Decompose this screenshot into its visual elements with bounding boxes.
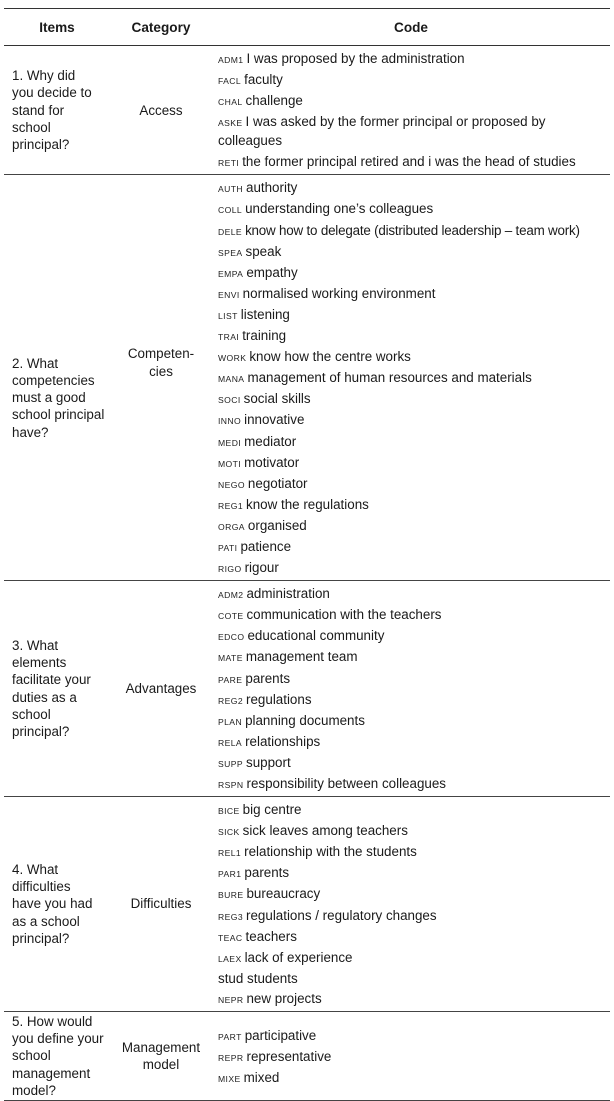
code-description: administration: [246, 586, 330, 602]
code-description: know how the centre works: [249, 349, 411, 365]
coding-table: [4, 8, 610, 1101]
code-entry: [218, 584, 610, 605]
code-entry: [218, 711, 610, 732]
code-list: [212, 1012, 610, 1101]
code-entry: [218, 1026, 610, 1047]
code-entry: [218, 774, 610, 795]
code-description: educational community: [247, 628, 385, 644]
code-abbr: SPEA: [218, 247, 243, 258]
code-abbr: PART: [218, 1032, 242, 1043]
table-row: [4, 46, 610, 175]
code-description: sick leaves among teachers: [242, 823, 408, 839]
code-entry: [218, 199, 610, 220]
code-description: participative: [244, 1028, 317, 1044]
item-question: 1. Why did you decide to stand for school principal?: [4, 46, 110, 175]
code-description: management of human resources and materials: [247, 370, 532, 386]
code-entry: [218, 647, 610, 668]
code-entry: [218, 669, 610, 690]
code-abbr: BICE: [218, 806, 240, 817]
code-abbr: EMPA: [218, 268, 244, 279]
code-entry: [218, 113, 610, 150]
code-entry: [218, 347, 610, 368]
code-description: mixed: [243, 1070, 280, 1086]
code-description: rigour: [244, 560, 279, 576]
code-entry: [218, 989, 610, 1010]
code-description: training: [242, 328, 287, 344]
code-description: management team: [245, 649, 358, 665]
code-entry: [218, 863, 610, 884]
code-description: authority: [246, 180, 298, 196]
category-label: Difficulties: [110, 797, 212, 1012]
table-row: [4, 581, 610, 797]
code-description: stud students: [218, 970, 298, 986]
code-abbr: ENVI: [218, 289, 240, 300]
code-entry: [218, 495, 610, 516]
code-entry: [218, 453, 610, 474]
code-list: [212, 581, 610, 797]
category-label: Competen- cies: [110, 175, 212, 581]
header-code: Code: [212, 9, 610, 46]
code-abbr: PARE: [218, 674, 243, 685]
code-description: representative: [246, 1049, 332, 1065]
code-entry: [218, 70, 610, 91]
category-label: Access: [110, 46, 212, 175]
code-abbr: ADM1: [218, 55, 244, 65]
header-category: Category: [110, 9, 212, 46]
code-description: bureaucracy: [246, 886, 321, 902]
code-description: relationships: [245, 733, 321, 749]
code-abbr: WORK: [218, 353, 247, 364]
code-abbr: LIST: [218, 310, 238, 321]
code-abbr: RSPN: [218, 780, 244, 790]
code-entry: [218, 91, 610, 112]
table-row: [4, 1012, 610, 1101]
code-description: mediator: [244, 433, 297, 449]
code-abbr: SUPP: [218, 758, 244, 769]
code-abbr: RELA: [218, 737, 243, 748]
code-description: planning documents: [245, 712, 365, 728]
code-description: parents: [244, 865, 290, 881]
code-abbr: BURE: [218, 890, 244, 901]
code-abbr: PLAN: [218, 716, 243, 727]
code-abbr: ADM2: [218, 590, 244, 601]
code-abbr: REG1: [218, 500, 244, 511]
code-description: relationship with the students: [244, 844, 417, 860]
code-entry: [218, 906, 610, 927]
code-abbr: COTE: [218, 611, 244, 622]
code-abbr: ORGA: [218, 521, 245, 532]
code-list: [212, 175, 610, 581]
table-row: [4, 175, 610, 581]
code-entry: [218, 178, 610, 199]
code-entry: [218, 516, 610, 537]
code-abbr: PAR1: [218, 869, 242, 880]
code-description: I was proposed by the administration: [246, 51, 465, 66]
code-abbr: REG2: [218, 695, 244, 706]
code-description: know how to delegate (distributed leadership – team work): [245, 222, 580, 238]
code-description: innovative: [244, 412, 305, 428]
code-description: support: [246, 754, 291, 770]
code-entry: [218, 326, 610, 347]
code-entry: [218, 284, 610, 305]
code-description: know the regulations: [246, 496, 369, 512]
table-row: [4, 797, 610, 1012]
code-description: listening: [240, 306, 290, 322]
code-entry: [218, 1047, 610, 1068]
code-abbr: CHAL: [218, 97, 243, 108]
code-entry: [218, 389, 610, 410]
item-question: 3. What elements facilitate your duties as a school principal?: [4, 581, 110, 797]
code-description: organised: [247, 517, 307, 533]
code-description: regulations / regulatory changes: [246, 907, 437, 923]
code-entry: [218, 1068, 610, 1089]
code-abbr: MANA: [218, 374, 245, 385]
code-description: social skills: [243, 391, 311, 407]
code-entry: [218, 732, 610, 753]
code-entry: [218, 605, 610, 626]
code-abbr: SOCI: [218, 395, 241, 406]
code-abbr: REPR: [218, 1053, 244, 1064]
code-abbr: MOTI: [218, 458, 242, 469]
code-entry: [218, 821, 610, 842]
code-entry: [218, 49, 610, 70]
code-abbr: TEAC: [218, 932, 243, 943]
code-description: parents: [245, 670, 291, 686]
code-entry: [218, 948, 610, 969]
code-abbr: NEGO: [218, 479, 245, 490]
code-description: responsibility between colleagues: [246, 776, 446, 791]
code-entry: [218, 558, 610, 579]
code-description: the former principal retired and i was the head of studies: [242, 154, 576, 170]
code-entry: [218, 432, 610, 453]
code-description: empathy: [246, 264, 298, 280]
code-abbr: ASKE: [218, 118, 243, 129]
code-description: I was asked by the former principal or proposed by colleagues: [218, 114, 546, 149]
code-entry: [218, 690, 610, 711]
code-abbr: DELE: [218, 226, 243, 237]
code-entry: [218, 221, 610, 242]
code-abbr: LAEX: [218, 953, 242, 964]
code-entry: [218, 152, 610, 173]
code-description: understanding one’s colleagues: [245, 201, 434, 217]
header-items: Items: [4, 9, 110, 46]
code-description: motivator: [244, 454, 300, 470]
table-body: [4, 46, 610, 1101]
code-abbr: REL1: [218, 848, 242, 859]
code-entry: [218, 626, 610, 647]
code-abbr: REG3: [218, 911, 244, 922]
code-description: speak: [245, 243, 282, 259]
code-abbr: PATI: [218, 542, 238, 553]
code-abbr: AUTH: [218, 184, 243, 195]
code-entry: [218, 969, 610, 989]
code-description: new projects: [246, 990, 322, 1006]
item-question: 4. What difficulties have you had as a school principal?: [4, 797, 110, 1012]
code-description: negotiator: [247, 475, 308, 491]
code-description: regulations: [246, 691, 312, 707]
code-entry: [218, 263, 610, 284]
code-abbr: MEDI: [218, 437, 242, 448]
code-entry: [218, 474, 610, 495]
code-list: [212, 46, 610, 175]
item-question: 5. How would you define your school management model?: [4, 1012, 110, 1101]
code-entry: [218, 305, 610, 326]
code-abbr: INNO: [218, 416, 242, 427]
category-label: Management model: [110, 1012, 212, 1101]
code-entry: [218, 242, 610, 263]
code-description: patience: [240, 538, 292, 554]
table-header: [4, 9, 610, 46]
category-label: Advantages: [110, 581, 212, 797]
code-entry: [218, 753, 610, 774]
item-question: 2. What competencies must a good school principal have?: [4, 175, 110, 581]
code-entry: [218, 410, 610, 431]
code-description: communication with the teachers: [246, 607, 442, 623]
code-description: challenge: [245, 93, 303, 109]
code-abbr: FACL: [218, 76, 242, 87]
code-description: teachers: [245, 928, 297, 944]
code-description: normalised working environment: [242, 285, 436, 301]
code-description: faculty: [244, 72, 283, 88]
code-abbr: SICK: [218, 827, 240, 838]
code-description: big centre: [242, 802, 302, 818]
code-abbr: NEPR: [218, 994, 244, 1005]
code-abbr: TRAI: [218, 332, 240, 343]
code-entry: [218, 884, 610, 905]
code-abbr: MATE: [218, 653, 243, 664]
code-abbr: RETI: [218, 158, 240, 169]
code-description: lack of experience: [244, 949, 353, 965]
code-abbr: EDCO: [218, 632, 245, 643]
code-entry: [218, 842, 610, 863]
code-entry: [218, 368, 610, 389]
code-entry: [218, 927, 610, 948]
code-entry: [218, 800, 610, 821]
code-abbr: RIGO: [218, 564, 242, 575]
code-abbr: COLL: [218, 205, 243, 216]
code-abbr: MIXE: [218, 1074, 241, 1085]
code-entry: [218, 537, 610, 558]
code-list: [212, 797, 610, 1012]
